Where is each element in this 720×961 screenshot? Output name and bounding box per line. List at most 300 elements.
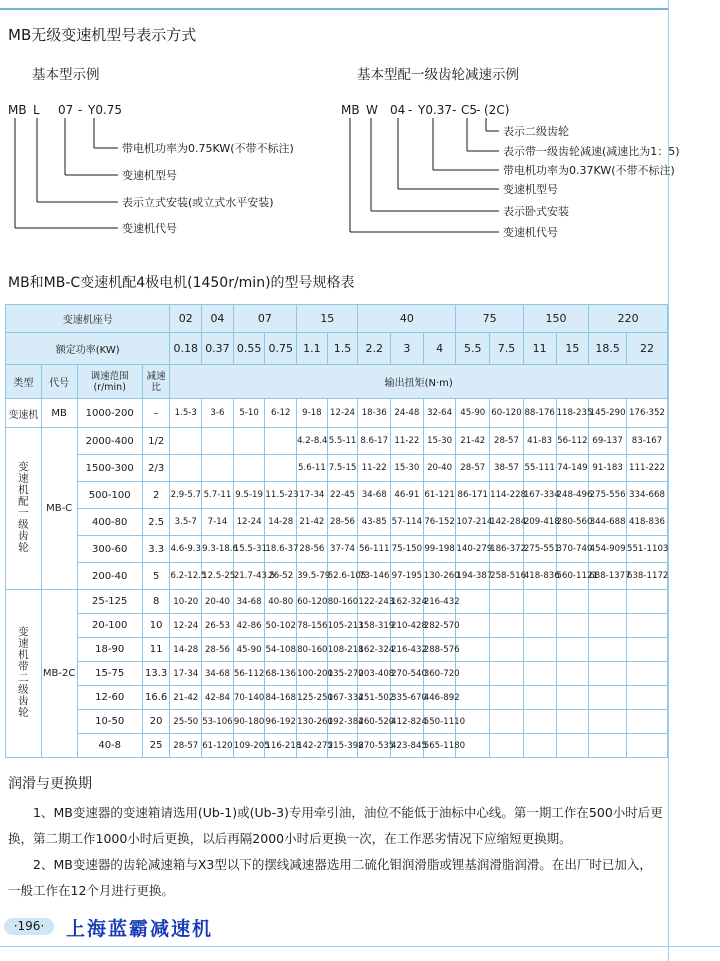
torque-cell: 6-12: [265, 399, 297, 428]
gear-label-mount: 表示卧式安装: [503, 205, 569, 218]
gear-code-stage: (2C): [484, 103, 510, 117]
torque-cell: 209-418: [523, 509, 556, 536]
torque-cell: 4.2-8.4: [297, 428, 328, 455]
code-cell: MB-2C: [41, 590, 77, 758]
torque-cell: 99-198: [423, 536, 456, 563]
torque-cell: 56-112: [233, 662, 265, 686]
torque-cell: 20-40: [423, 455, 456, 482]
torque-cell: 270-540: [391, 662, 424, 686]
torque-cell: 57-114: [391, 509, 424, 536]
torque-cell: 80-160: [297, 638, 328, 662]
table-row: [6, 686, 668, 710]
range-cell: 2000-400: [77, 428, 142, 455]
torque-cell: 176-352: [627, 399, 668, 428]
section-title-model-notation: MB无级变速机型号表示方式: [8, 26, 197, 44]
torque-cell: [523, 734, 556, 758]
torque-cell: 88-176: [523, 399, 556, 428]
torque-cell: [456, 662, 490, 686]
torque-cell: 108-218: [327, 638, 358, 662]
torque-cell: [627, 734, 668, 758]
torque-cell: 15-30: [423, 428, 456, 455]
power-cell: 11: [523, 333, 556, 365]
table-row: [6, 455, 668, 482]
torque-cell: 334-668: [627, 482, 668, 509]
torque-cell: 37-74: [327, 536, 358, 563]
torque-cell: 162-324: [391, 590, 424, 614]
torque-cell: [627, 686, 668, 710]
column-header-row: [6, 365, 668, 399]
torque-cell: [490, 734, 524, 758]
code-cell: MB-C: [41, 428, 77, 590]
table-row: [6, 710, 668, 734]
basic-code-mount: L: [33, 103, 40, 117]
group-type-label: 变速机配一级齿轮: [16, 461, 29, 553]
torque-cell: [265, 428, 297, 455]
table-row: [6, 536, 668, 563]
gear-label-model: 变速机型号: [503, 183, 558, 196]
torque-cell: [523, 686, 556, 710]
basic-label-mount: 表示立式安装(或立式水平安装): [122, 196, 274, 209]
range-cell: 500-100: [77, 482, 142, 509]
torque-cell: [556, 614, 589, 638]
torque-cell: 73-146: [358, 563, 391, 590]
torque-cell: 97-195: [391, 563, 424, 590]
power-cell: 0.18: [170, 333, 202, 365]
seat-number-row: [6, 305, 668, 333]
torque-cell: 6.2-12.5: [170, 563, 202, 590]
basic-rows: [6, 399, 668, 428]
ratio-cell: –: [142, 399, 170, 428]
torque-cell: 42-86: [233, 614, 265, 638]
col-type-header: 类型: [6, 365, 42, 399]
torque-cell: [627, 638, 668, 662]
gear-code-dash-2: -: [452, 103, 457, 117]
torque-cell: 7-14: [202, 509, 234, 536]
torque-cell: 130-260: [297, 710, 328, 734]
torque-cell: [627, 614, 668, 638]
torque-cell: 275-556: [589, 482, 627, 509]
torque-cell: 41-83: [523, 428, 556, 455]
seat-220: 220: [589, 305, 668, 333]
torque-cell: 130-260: [423, 563, 456, 590]
ratio-cell: 10: [142, 614, 170, 638]
torque-cell: [556, 734, 589, 758]
ratio-cell: 2.5: [142, 509, 170, 536]
ratio-cell: 13.3: [142, 662, 170, 686]
torque-cell: [202, 455, 234, 482]
torque-cell: 260-520: [358, 710, 391, 734]
torque-cell: [490, 686, 524, 710]
seat-15: 15: [297, 305, 358, 333]
brand-name: 上海蓝霸减速机: [66, 918, 214, 940]
torque-cell: 21.7-43.5: [233, 563, 265, 590]
torque-cell: 167-334: [523, 482, 556, 509]
bottom-rule: [0, 946, 720, 947]
torque-cell: 446-892: [423, 686, 456, 710]
ratio-cell: 16.6: [142, 686, 170, 710]
one-stage-rows: [6, 428, 668, 590]
power-cell: 0.37: [202, 333, 234, 365]
seat-40: 40: [358, 305, 456, 333]
spec-table: [5, 304, 668, 758]
torque-cell: 251-502: [358, 686, 391, 710]
type-cell: [6, 590, 42, 758]
range-cell: 15-75: [77, 662, 142, 686]
torque-cell: 17-34: [170, 662, 202, 686]
lubrication-paragraph-2: 2、MB变速器的齿轮减速箱与X3型以下的摆线减速器选用二硫化钼润滑脂或锂基润滑脂润滑。在出厂时已加入，一般工作在12个月进行更换。: [8, 857, 652, 898]
ratio-cell: 3.3: [142, 536, 170, 563]
gear-example-title: 基本型配一级齿轮减速示例: [357, 67, 519, 83]
torque-cell: 116-218: [265, 734, 297, 758]
torque-cell: 125-250: [297, 686, 328, 710]
torque-cell: 145-290: [589, 399, 627, 428]
torque-cell: 142-284: [490, 509, 524, 536]
torque-cell: 56-111: [358, 536, 391, 563]
table-row: [6, 590, 668, 614]
torque-cell: 28-56: [202, 638, 234, 662]
torque-cell: 60-120: [297, 590, 328, 614]
gear-label-reduction: 表示带一级齿轮减速(减速比为1：5): [503, 145, 680, 158]
torque-cell: [523, 710, 556, 734]
torque-cell: [456, 614, 490, 638]
torque-cell: 412-824: [391, 710, 424, 734]
torque-cell: 61-121: [423, 482, 456, 509]
torque-cell: 140-279: [456, 536, 490, 563]
basic-label-motor: 带电机功率为0.75KW(不带不标注): [122, 142, 294, 155]
table-row: [6, 399, 668, 428]
torque-cell: 5-10: [233, 399, 265, 428]
torque-cell: 9.5-19: [233, 482, 265, 509]
range-cell: 1000-200: [77, 399, 142, 428]
seat-75: 75: [456, 305, 523, 333]
torque-cell: 142-275: [297, 734, 328, 758]
torque-cell: [556, 710, 589, 734]
torque-cell: [265, 455, 297, 482]
torque-cell: 270-535: [358, 734, 391, 758]
torque-cell: [589, 614, 627, 638]
gear-label-series: 变速机代号: [503, 226, 558, 239]
gear-code-dash-3: -: [476, 103, 481, 117]
torque-cell: [456, 686, 490, 710]
table-row: [6, 734, 668, 758]
torque-cell: 107-214: [456, 509, 490, 536]
torque-cell: 216-432: [423, 590, 456, 614]
basic-code-dash: -: [78, 103, 83, 117]
torque-cell: 34-68: [233, 590, 265, 614]
power-cell: 22: [627, 333, 668, 365]
torque-cell: 192-384: [327, 710, 358, 734]
torque-cell: 52.6-105: [327, 563, 358, 590]
torque-cell: [490, 614, 524, 638]
torque-cell: 84-168: [265, 686, 297, 710]
torque-cell: [556, 638, 589, 662]
torque-cell: 24-48: [391, 399, 424, 428]
torque-cell: 43-85: [358, 509, 391, 536]
torque-cell: 45-90: [456, 399, 490, 428]
torque-cell: 25-50: [170, 710, 202, 734]
torque-cell: [490, 590, 524, 614]
torque-cell: 5.5-11: [327, 428, 358, 455]
torque-cell: [490, 662, 524, 686]
torque-cell: [456, 638, 490, 662]
torque-cell: 56-112: [556, 428, 589, 455]
torque-cell: 96-192: [265, 710, 297, 734]
power-cell: 0.75: [265, 333, 297, 365]
torque-cell: 91-183: [589, 455, 627, 482]
torque-cell: 28-56: [327, 509, 358, 536]
power-row: [6, 333, 668, 365]
torque-cell: 12.5-25: [202, 563, 234, 590]
torque-cell: 109-205: [233, 734, 265, 758]
torque-cell: 69-137: [589, 428, 627, 455]
gear-code-size: 04: [390, 103, 406, 117]
power-cell: 5.5: [456, 333, 490, 365]
torque-cell: 9.3-18.6: [202, 536, 234, 563]
torque-cell: 5.6-11: [297, 455, 328, 482]
torque-cell: 162-324: [358, 638, 391, 662]
torque-cell: 75-150: [391, 536, 424, 563]
torque-cell: 78-156: [297, 614, 328, 638]
torque-cell: 46-91: [391, 482, 424, 509]
torque-cell: 360-720: [423, 662, 456, 686]
type-cell: 变速机: [6, 399, 42, 428]
section-title-lubrication: 润滑与更换期: [8, 776, 92, 792]
torque-cell: 560-1121: [556, 563, 589, 590]
ratio-cell: 8: [142, 590, 170, 614]
table-row: [6, 662, 668, 686]
torque-cell: [490, 710, 524, 734]
torque-cell: 80-160: [327, 590, 358, 614]
torque-cell: 111-222: [627, 455, 668, 482]
seat-02: 02: [170, 305, 202, 333]
power-cell: 15: [556, 333, 589, 365]
basic-code-size: 07: [58, 103, 74, 117]
torque-cell: 118-235: [556, 399, 589, 428]
seat-150: 150: [523, 305, 588, 333]
torque-cell: 100-200: [297, 662, 328, 686]
torque-cell: [523, 638, 556, 662]
torque-header: 输出扭矩(N·m): [170, 365, 668, 399]
power-cell: 1.1: [297, 333, 328, 365]
torque-cell: 83-167: [627, 428, 668, 455]
power-cell: 1.5: [327, 333, 358, 365]
torque-cell: 28-57: [170, 734, 202, 758]
torque-cell: 248-496: [556, 482, 589, 509]
seat-07: 07: [233, 305, 296, 333]
table-row: [6, 482, 668, 509]
torque-cell: 216-432: [391, 638, 424, 662]
torque-cell: 282-570: [423, 614, 456, 638]
torque-cell: 21-42: [297, 509, 328, 536]
torque-cell: 418-836: [627, 509, 668, 536]
col-code-header: 代号: [41, 365, 77, 399]
table-row: [6, 614, 668, 638]
torque-cell: 3.5-7: [170, 509, 202, 536]
torque-cell: 11.5-23: [265, 482, 297, 509]
torque-cell: 105-213: [327, 614, 358, 638]
section-title-spec-table: MB和MB-C变速机配4极电机(1450r/min)的型号规格表: [8, 275, 355, 291]
torque-cell: 8.6-17: [358, 428, 391, 455]
torque-cell: [556, 662, 589, 686]
torque-cell: [589, 710, 627, 734]
torque-cell: [523, 662, 556, 686]
torque-cell: 28-56: [297, 536, 328, 563]
torque-cell: [202, 428, 234, 455]
torque-cell: 9-18: [297, 399, 328, 428]
torque-cell: 22-45: [327, 482, 358, 509]
torque-cell: 53-106: [202, 710, 234, 734]
torque-cell: 90-180: [233, 710, 265, 734]
lubrication-paragraph-1: 1、MB变速器的变速箱请选用(Ub-1)或(Ub-3)专用牵引油，油位不能低于油标中心线。第一期工作在500小时后更换，第二期工作1000小时后更换，以后再隔2000小时后更换一次，在工作恶劣情况下应缩短更换期。: [8, 805, 663, 846]
range-cell: 40-8: [77, 734, 142, 758]
gear-code-reduction: C5: [461, 103, 478, 117]
basic-label-model: 变速机型号: [122, 169, 177, 182]
torque-cell: 158-319: [358, 614, 391, 638]
torque-cell: 14-28: [170, 638, 202, 662]
torque-cell: 18.6-37: [265, 536, 297, 563]
gear-label-stage: 表示二级齿轮: [503, 125, 569, 138]
power-cell: 18.5: [589, 333, 627, 365]
torque-cell: 114-228: [490, 482, 524, 509]
torque-cell: 32-64: [423, 399, 456, 428]
torque-cell: 14-28: [265, 509, 297, 536]
gear-label-motor: 带电机功率为0.37KW(不带不标注): [503, 164, 675, 177]
torque-cell: 186-372: [490, 536, 524, 563]
torque-cell: 12-24: [233, 509, 265, 536]
torque-cell: 39.5-79: [297, 563, 328, 590]
torque-cell: [589, 686, 627, 710]
power-cell: 3: [391, 333, 424, 365]
torque-cell: 76-152: [423, 509, 456, 536]
torque-cell: 565-1180: [423, 734, 456, 758]
torque-cell: 3-6: [202, 399, 234, 428]
col-range-header: 调速范围(r/min): [77, 365, 142, 399]
torque-cell: 5.7-11: [202, 482, 234, 509]
basic-code-motor: Y0.75: [88, 103, 123, 117]
torque-cell: 45-90: [233, 638, 265, 662]
torque-cell: 11-22: [358, 455, 391, 482]
gear-code-motor: Y0.37: [418, 103, 453, 117]
torque-cell: 12-24: [327, 399, 358, 428]
torque-cell: 135-270: [327, 662, 358, 686]
table-row: [6, 563, 668, 590]
torque-cell: 42-84: [202, 686, 234, 710]
torque-cell: 4.6-9.3: [170, 536, 202, 563]
col-ratio-header: 减速比: [142, 365, 170, 399]
torque-cell: 122-243: [358, 590, 391, 614]
torque-cell: 26-53: [202, 614, 234, 638]
torque-cell: 54-108: [265, 638, 297, 662]
torque-cell: [627, 590, 668, 614]
torque-cell: 40-80: [265, 590, 297, 614]
torque-cell: 55-111: [523, 455, 556, 482]
torque-cell: 34-68: [202, 662, 234, 686]
range-cell: 18-90: [77, 638, 142, 662]
torque-cell: 20-40: [202, 590, 234, 614]
torque-cell: [589, 590, 627, 614]
ratio-cell: 20: [142, 710, 170, 734]
table-row: [6, 509, 668, 536]
torque-cell: [556, 590, 589, 614]
torque-cell: 50-102: [265, 614, 297, 638]
torque-cell: 210-428: [391, 614, 424, 638]
model-code-diagram: [0, 0, 720, 260]
torque-cell: 370-740: [556, 536, 589, 563]
ratio-cell: 25: [142, 734, 170, 758]
torque-cell: [170, 428, 202, 455]
torque-cell: 17-34: [297, 482, 328, 509]
torque-cell: 60-120: [490, 399, 524, 428]
torque-cell: 2.9-5.7: [170, 482, 202, 509]
torque-cell: 280-560: [556, 509, 589, 536]
power-cell: 7.5: [490, 333, 524, 365]
torque-cell: [233, 428, 265, 455]
gear-code-mount: W: [366, 103, 378, 117]
table-row: [6, 428, 668, 455]
range-cell: 200-40: [77, 563, 142, 590]
torque-cell: [589, 638, 627, 662]
two-stage-rows: [6, 590, 668, 758]
page-number: ·196·: [4, 918, 54, 935]
torque-cell: 203-408: [358, 662, 391, 686]
range-cell: 12-60: [77, 686, 142, 710]
ratio-cell: 2: [142, 482, 170, 509]
power-cell: 0.55: [233, 333, 265, 365]
torque-cell: 258-516: [490, 563, 524, 590]
torque-cell: [523, 614, 556, 638]
gear-code-dash-1: -: [408, 103, 413, 117]
power-cell: 2.2: [358, 333, 391, 365]
range-cell: 25-125: [77, 590, 142, 614]
range-cell: 10-50: [77, 710, 142, 734]
torque-cell: 86-171: [456, 482, 490, 509]
torque-cell: 423-845: [391, 734, 424, 758]
gear-code-series: MB: [341, 103, 360, 117]
torque-cell: 28-57: [456, 455, 490, 482]
range-cell: 1500-300: [77, 455, 142, 482]
torque-cell: 418-836: [523, 563, 556, 590]
group-type-label: 变速机带二级齿轮: [16, 626, 29, 718]
torque-cell: 15.5-31: [233, 536, 265, 563]
torque-cell: 21-42: [456, 428, 490, 455]
torque-cell: 70-140: [233, 686, 265, 710]
torque-cell: [233, 455, 265, 482]
code-cell: MB: [41, 399, 77, 428]
table-row: [6, 638, 668, 662]
torque-cell: 454-909: [589, 536, 627, 563]
torque-cell: 12-24: [170, 614, 202, 638]
torque-cell: [170, 455, 202, 482]
torque-cell: 638-1172: [627, 563, 668, 590]
torque-cell: [627, 662, 668, 686]
torque-cell: 34-68: [358, 482, 391, 509]
torque-cell: 288-576: [423, 638, 456, 662]
torque-cell: [627, 710, 668, 734]
ratio-cell: 2/3: [142, 455, 170, 482]
torque-cell: [589, 734, 627, 758]
range-cell: 20-100: [77, 614, 142, 638]
torque-cell: [456, 590, 490, 614]
torque-cell: 335-670: [391, 686, 424, 710]
torque-cell: 61-120: [202, 734, 234, 758]
torque-cell: 26-52: [265, 563, 297, 590]
ratio-cell: 11: [142, 638, 170, 662]
ratio-cell: 1/2: [142, 428, 170, 455]
seat-label: 变速机座号: [6, 305, 170, 333]
torque-cell: 344-688: [589, 509, 627, 536]
seat-04: 04: [202, 305, 234, 333]
torque-cell: 167-334: [327, 686, 358, 710]
